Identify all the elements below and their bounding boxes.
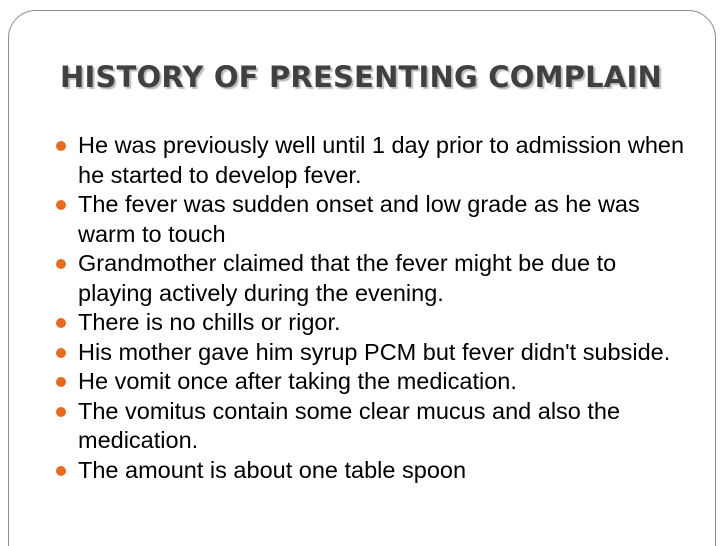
bullet-text: There is no chills or rigor. <box>78 309 341 335</box>
list-item <box>56 367 696 397</box>
bullet-list <box>56 131 696 485</box>
bullet-dot-icon <box>56 200 66 210</box>
list-item <box>56 131 696 190</box>
list-item <box>56 456 696 486</box>
bullet-text: He vomit once after taking the medication. <box>78 368 517 394</box>
bullet-text: He was previously well until 1 day prior to admission when he started to develop fever. <box>78 132 685 188</box>
list-item <box>56 249 696 308</box>
list-item <box>56 338 696 368</box>
bullet-text: The fever was sudden onset and low grade as he was warm to touch <box>78 191 640 247</box>
bullet-dot-icon <box>56 318 66 328</box>
bullet-text: Grandmother claimed that the fever might be due to playing actively during the evening. <box>78 250 617 306</box>
bullet-dot-icon <box>56 348 66 358</box>
bullet-dot-icon <box>56 259 66 269</box>
bullet-dot-icon <box>56 377 66 387</box>
list-item <box>56 190 696 249</box>
bullet-dot-icon <box>56 141 66 151</box>
slide-title: HISTORY OF PRESENTING COMPLAIN <box>60 60 662 94</box>
bullet-text: The vomitus contain some clear mucus and also the medication. <box>78 397 621 453</box>
bullet-text: The amount is about one table spoon <box>78 456 467 483</box>
list-item <box>56 397 696 456</box>
list-item <box>56 308 696 338</box>
bullet-dot-icon <box>56 466 66 476</box>
bullet-dot-icon <box>56 407 66 417</box>
bullet-text: His mother gave him syrup PCM but fever didn't subside. <box>78 338 671 365</box>
